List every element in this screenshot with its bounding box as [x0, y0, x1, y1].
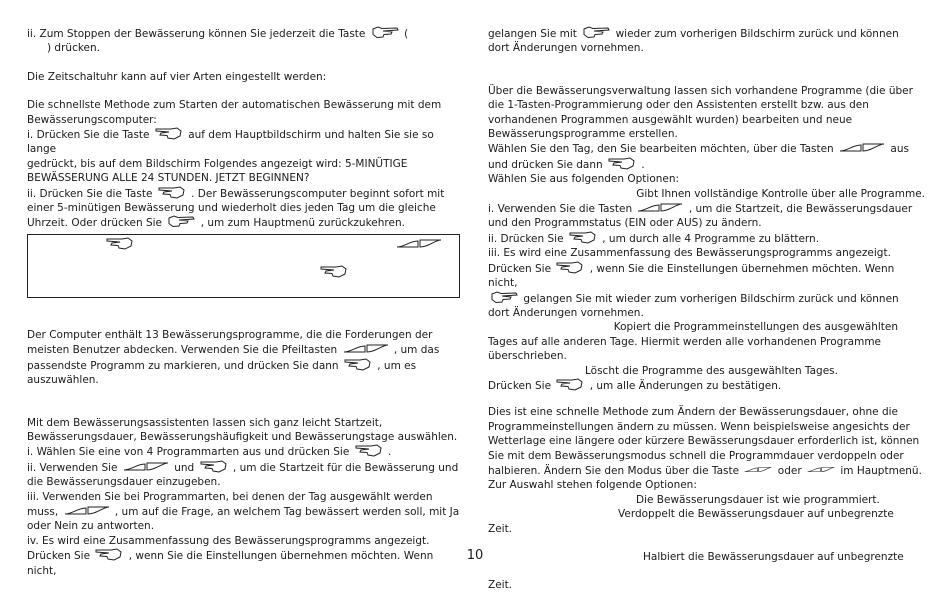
text-line: ii. Drücken Sie die Taste . Der Bewässerungscomputer beginnt sofort mit — [27, 187, 445, 200]
text-line: Drücken Sie , um alle Änderungen zu bestätigen. — [488, 379, 782, 392]
right-column — [488, 26, 925, 593]
text-line: auszuwählen. — [27, 374, 99, 387]
text-line: meisten Benutzer abdecken. Verwenden Sie die Pfeiltasten , um das — [27, 344, 440, 357]
text-line: Mit dem Bewässerungsassistenten lassen sich ganz leicht Startzeit, — [27, 416, 383, 429]
text-line: i. Drücken Sie die Taste auf dem Hauptbildschirm und halten Sie sie so lange — [27, 129, 434, 156]
option-description: Verdoppelt die Bewässerungsdauer auf unbegrenzte — [618, 508, 894, 521]
text-line: dort Änderungen vornehmen. — [488, 306, 644, 319]
text-line: iv. Es wird eine Zusammenfassung des Bewässerungsprogramms angezeigt. — [27, 534, 430, 547]
up-down-arrow-keys-icon — [396, 237, 442, 250]
text-line: die 1-Tasten-Programmierung oder den Assistenten erstellt bzw. aus den — [488, 99, 869, 112]
text-line: Wählen Sie aus folgenden Optionen: — [488, 173, 680, 186]
ok-hand-icon — [608, 157, 636, 170]
back-hand-icon — [582, 26, 610, 39]
text-line: Zeit. — [488, 522, 513, 535]
text-line: überschrieben. — [488, 350, 567, 363]
ok-hand-icon — [569, 231, 597, 244]
option-description: Kopiert die Programmeinstellungen des ausgewählten — [613, 321, 898, 334]
back-hand-icon — [167, 215, 195, 228]
text-line: Über die Bewässerungsverwaltung lassen sich vorhandene Programme (die über — [488, 84, 913, 97]
text-line: Bewässerungscomputer: — [27, 113, 157, 126]
ok-hand-icon — [200, 460, 228, 473]
text-line: Programmeinstellungen ändern zu müssen. Wenn beispielsweise angesichts der — [488, 420, 910, 433]
ok-hand-icon — [320, 265, 348, 278]
text-line: i. Verwenden Sie die Tasten , um die Startzeit, die Bewässerungsdauer — [488, 203, 913, 216]
up-down-arrow-keys-icon — [123, 460, 169, 473]
up-down-arrow-keys-icon — [343, 342, 389, 355]
text-line: ) drücken. — [47, 42, 101, 55]
text-line: Bewässerungsdauer, Bewässerungshäufigkeit und Bewässerungstage auswählen. — [27, 430, 458, 443]
ok-hand-icon — [106, 237, 134, 250]
down-arrow-key-icon — [807, 463, 835, 476]
text-line: gelangen Sie mit wieder zum vorherigen Bildschirm zurück und können — [488, 291, 925, 306]
back-hand-icon — [371, 26, 399, 39]
text-line: iii. Es wird eine Zusammenfassung des Bewässerungsprogramms angezeigt. — [488, 247, 891, 260]
section-intro: Die Zeitschaltuhr kann auf vier Arten eingestellt werden: — [27, 70, 327, 83]
page-number: 10 — [466, 548, 484, 563]
ok-hand-icon — [155, 127, 183, 140]
text-line: und drücken Sie dann . — [488, 158, 645, 171]
text-line: halbieren. Ändern Sie den Modus über die Taste oder im Hauptmenü. — [488, 464, 922, 477]
option-description: Halbiert die Bewässerungsdauer auf unbegrenzte — [643, 551, 904, 563]
option-description: Die Bewässerungsdauer ist wie programmiert. — [636, 493, 880, 506]
text-line: Dies ist eine schnelle Methode zum Ändern der Bewässerungsdauer, ohne die — [488, 406, 898, 419]
text-line: passendste Programm zu markieren, und drücken Sie dann , um es — [27, 359, 417, 372]
text-line: Wählen Sie den Tag, den Sie bearbeiten möchten, über die Tasten aus — [488, 143, 909, 156]
text-line: gedrückt, bis auf dem Bildschirm Folgendes angezeigt wird: 5-MINÜTIGE — [27, 157, 408, 170]
option-description: Gibt Ihnen vollständige Kontrolle über alle Programme. — [636, 187, 925, 200]
text-line: Zeit. — [488, 579, 513, 592]
text-line: Uhrzeit. Oder drücken Sie , um zum Hauptmenü zurückzukehren. — [27, 217, 405, 230]
text-line: iii. Verwenden Sie bei Programmarten, bei denen der Tag ausgewählt werden — [27, 490, 433, 503]
text-line: Bewässerungsprogramme erstellen. — [488, 128, 678, 141]
text-line: Die schnellste Methode zum Starten der automatischen Bewässerung mit dem — [27, 99, 442, 112]
left-column — [27, 26, 460, 578]
ok-hand-icon — [344, 358, 372, 371]
back-hand-icon — [490, 291, 518, 304]
ok-hand-icon — [355, 444, 383, 457]
text-line: BEWÄSSERUNG ALLE 24 STUNDEN. JETZT BEGINNEN? — [27, 172, 310, 185]
text-line: Der Computer enthält 13 Bewässerungsprogramme, die die Forderungen der — [27, 328, 433, 341]
text-line: i. Wählen Sie eine von 4 Programmarten aus und drücken Sie . — [27, 446, 392, 459]
text-line: ii. Zum Stoppen der Bewässerung können Sie jederzeit die Taste ( — [27, 28, 409, 40]
text-line: Tages auf alle anderen Tage. Hiermit werden alle vorhandenen Programme — [488, 335, 882, 348]
text-line: vorhandenen Programmen ausgewählt wurden) bearbeiten und neue — [488, 113, 853, 126]
text-line: Zur Auswahl stehen folgende Optionen: — [488, 479, 697, 492]
text-line: dort Änderungen vornehmen. — [488, 42, 644, 55]
text-line: ii. Drücken Sie , um durch alle 4 Programme zu blättern. — [488, 232, 820, 245]
text-line: einer 5-minütigen Bewässerung und wiederholt dies jeden Tag um die gleiche — [27, 202, 436, 215]
text-line: und den Programmstatus (EIN oder AUS) zu ändern. — [488, 217, 762, 230]
text-line: muss, , um auf die Frage, an welchem Tag bewässert werden soll, mit Ja — [27, 505, 460, 518]
up-down-arrow-keys-icon — [64, 504, 110, 517]
ok-hand-icon — [556, 378, 584, 391]
button-overview-box — [27, 234, 460, 298]
up-down-arrow-keys-icon — [839, 141, 885, 154]
text-line: oder Nein zu antworten. — [27, 520, 155, 533]
text-line: Drücken Sie , wenn Sie die Einstellungen übernehmen möchten. Wenn nicht, — [488, 262, 895, 290]
text-line: Sie mit dem Bewässerungsmodus schnell die Programmdauer verdoppeln oder — [488, 449, 904, 462]
ok-hand-icon — [556, 261, 584, 274]
text-line: die Bewässerungsdauer einzugeben. — [27, 476, 221, 489]
text-line: Drücken Sie , wenn Sie die Einstellungen übernehmen möchten. Wenn nicht, — [27, 550, 434, 577]
ok-hand-icon — [158, 186, 186, 199]
option-description: Löscht die Programme des ausgewählten Tages. — [585, 364, 838, 377]
text-line: ii. Verwenden Sie und , um die Startzeit für die Bewässerung und — [27, 461, 459, 474]
text-line: gelangen Sie mit wieder zum vorherigen Bildschirm zurück und können — [488, 28, 899, 40]
up-arrow-key-icon — [744, 463, 772, 476]
up-down-arrow-keys-icon — [637, 201, 683, 214]
text-line: Wetterlage eine längere oder kürzere Bewässerungsdauer erforderlich ist, können — [488, 435, 920, 448]
